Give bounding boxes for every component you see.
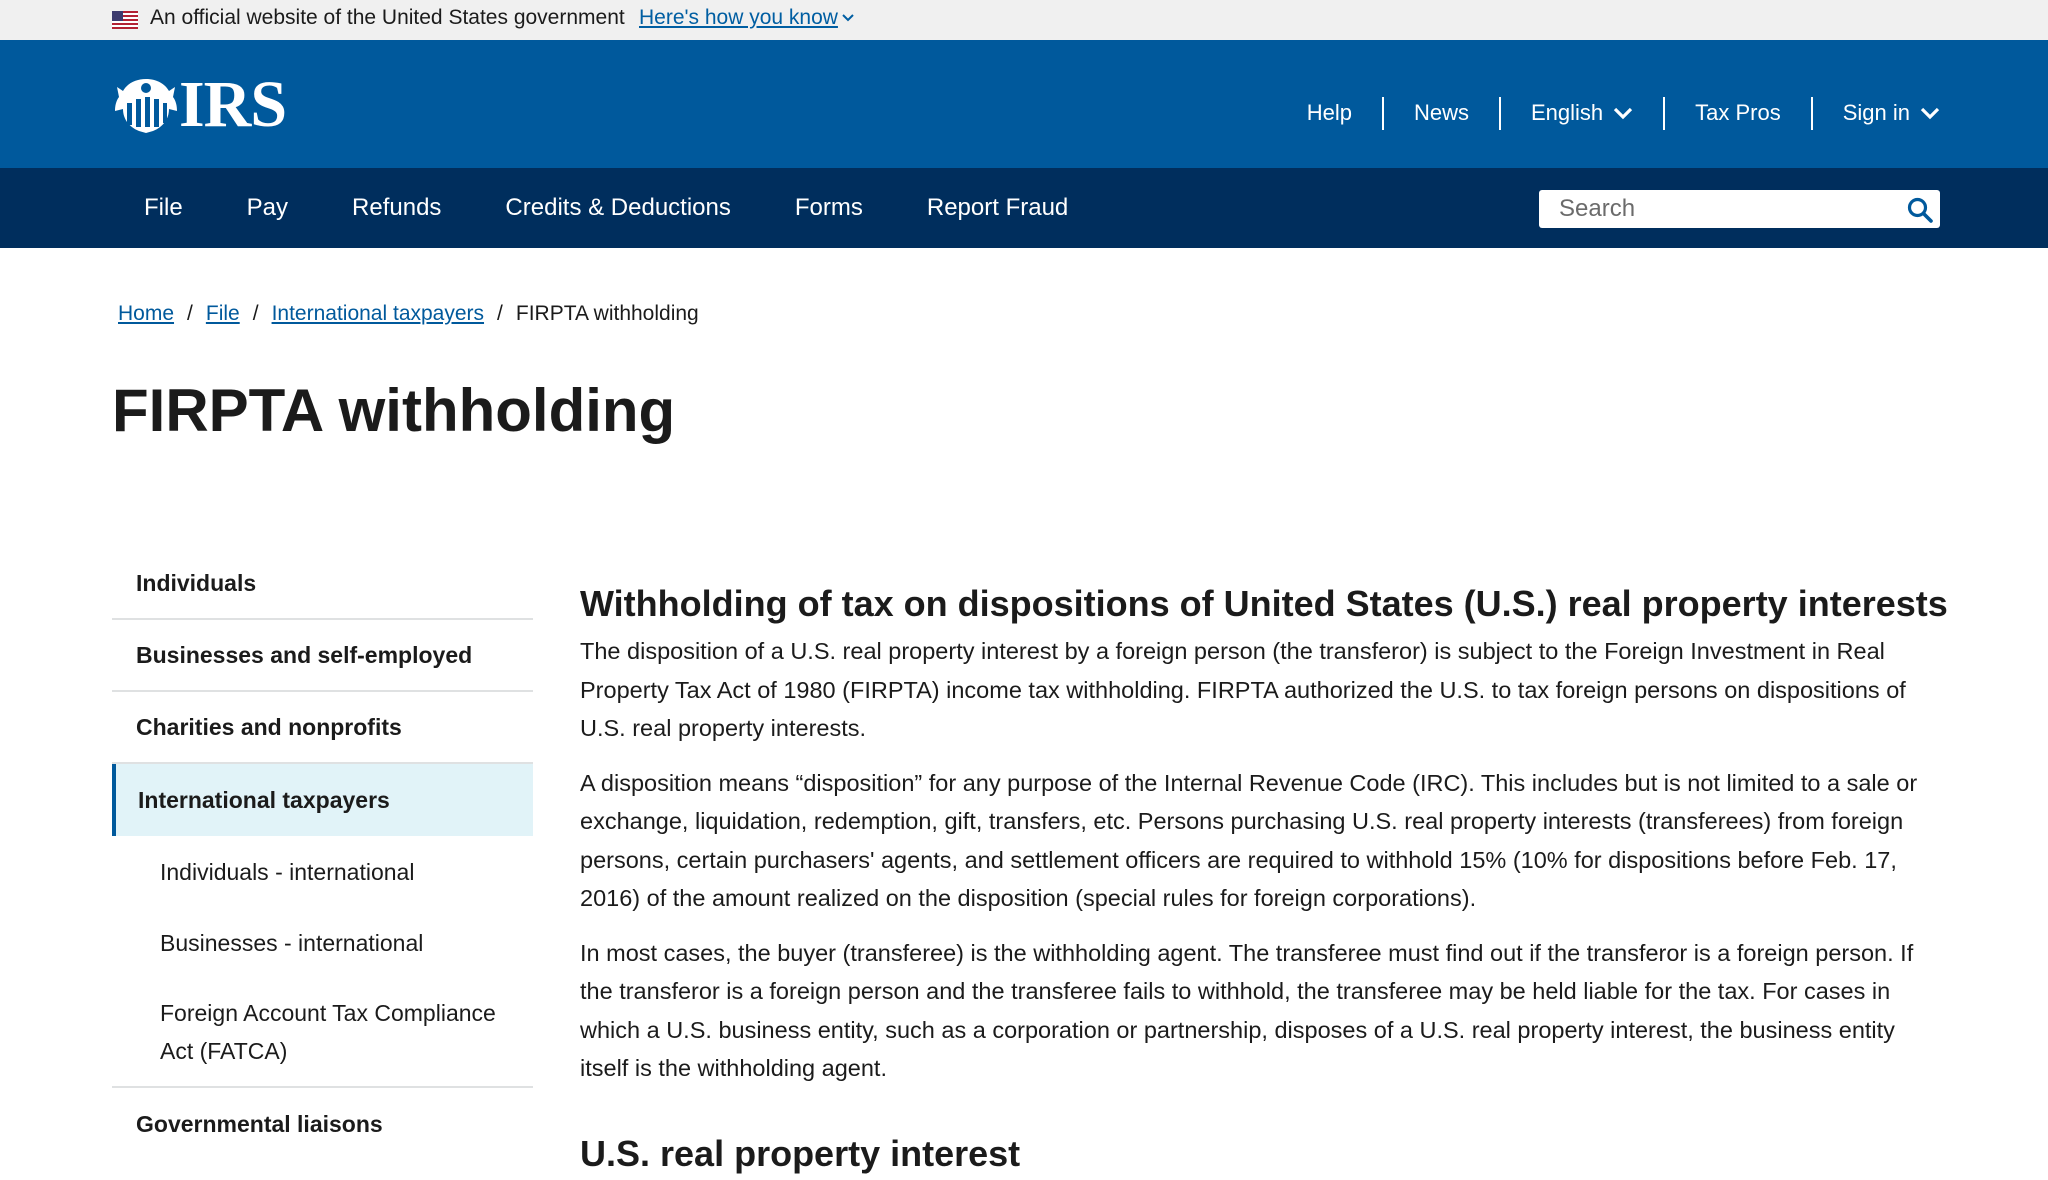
sidebar-subitem-label: Individuals - international	[160, 858, 415, 885]
irs-eagle-logo-icon	[113, 75, 179, 135]
page-title: FIRPTA withholding	[112, 377, 676, 444]
nav-refunds[interactable]: Refunds	[352, 194, 442, 221]
breadcrumb	[118, 302, 699, 326]
nav-pay[interactable]: Pay	[246, 194, 289, 221]
sidebar-item-label: Governmental liaisons	[136, 1110, 383, 1137]
sidebar-item-international-taxpayers[interactable]	[112, 764, 533, 836]
heres-how-you-know-label: Here's how you know	[639, 6, 838, 29]
help-link[interactable]	[1277, 100, 1382, 126]
sidebar-subitem-label: Businesses - international	[160, 929, 424, 956]
irs-logo[interactable]	[113, 68, 287, 141]
nav-report-fraud[interactable]: Report Fraud	[926, 194, 1069, 221]
breadcrumb-separator: /	[187, 302, 193, 325]
utility-nav	[1277, 96, 1940, 130]
search-input[interactable]	[1539, 190, 1899, 228]
primary-nav	[0, 168, 2048, 248]
sidebar-subitem-businesses-international[interactable]	[112, 907, 533, 978]
breadcrumb-separator: /	[497, 302, 503, 325]
gov-banner	[0, 0, 2048, 40]
news-link[interactable]	[1384, 100, 1499, 126]
sidebar-item-individuals[interactable]	[112, 548, 533, 620]
sidebar-subitem-individuals-international[interactable]	[112, 836, 533, 907]
search-icon[interactable]	[1906, 196, 1934, 224]
content-paragraph: In most cases, the buyer (transferee) is the withholding agent. The transferee must find out if the transferor is a foreign person. If the transferor is a foreign person and the transferee fails to withhold, the transferee may be held liable for the tax. For cases in which a U.S. business entity, such as a corporation or partnership, disposes of a U.S. real property interest, the business entity itself is the withholding agent.	[580, 939, 1914, 1081]
us-flag-icon	[112, 11, 138, 29]
sign-in-label: Sign in	[1842, 100, 1910, 125]
help-label: Help	[1306, 100, 1352, 125]
sign-in-dropdown[interactable]	[1813, 100, 1940, 126]
gov-banner-text: An official website of the United States government	[150, 6, 625, 29]
main-content	[580, 578, 1948, 1180]
nav-credits-deductions[interactable]: Credits & Deductions	[505, 194, 731, 221]
breadcrumb-current: FIRPTA withholding	[515, 302, 699, 325]
chevron-down-icon	[1613, 107, 1633, 119]
sidebar-item-businesses[interactable]	[112, 620, 533, 692]
breadcrumb-separator: /	[252, 302, 259, 325]
section-heading: U.S. real property interest	[580, 1132, 1021, 1174]
breadcrumb-international-taxpayers[interactable]: International taxpayers	[271, 302, 485, 325]
chevron-down-icon	[842, 14, 854, 22]
section-heading: Withholding of tax on dispositions of United States (U.S.) real property interests	[580, 583, 1948, 624]
sidebar-subitem-fatca[interactable]	[112, 978, 533, 1088]
breadcrumb-home[interactable]: Home	[118, 302, 175, 325]
sidebar-subitem-label: Foreign Account Tax Compliance Act (FATCA)	[160, 1000, 496, 1064]
sidebar-item-label: Businesses and self-employed	[136, 641, 473, 668]
chevron-down-icon	[1920, 107, 1940, 119]
sidebar-item-label: International taxpayers	[138, 786, 390, 813]
sidebar-item-charities[interactable]	[112, 692, 533, 764]
content-paragraph: The disposition of a U.S. real property interest by a foreign person (the transferor) is subject to the Foreign Investment in Real Property Tax Act of 1980 (FIRPTA) income tax withholding. FIRPTA authorized the U.S. to tax foreign persons on dispositions of U.S. real property interests.	[580, 638, 1906, 741]
search-box	[1539, 190, 1940, 228]
sidebar-item-label: Charities and nonprofits	[136, 713, 402, 740]
content-paragraph: A disposition means “disposition” for any purpose of the Internal Revenue Code (IRC). This includes but is not limited to a sale or exchange, liquidation, redemption, gift, transfers, etc. Persons purchasing U.S. real property interests (transferees) from foreign persons, certain purchasers' agents, and settlement officers are required to withhold 15% (10% for dispositions before Feb. 17, 2016) of the amount realized on the disposition (special rules for foreign corporations).	[580, 769, 1918, 911]
sidebar-nav	[112, 548, 533, 1160]
site-header	[0, 40, 2048, 168]
tax-pros-label: Tax Pros	[1695, 100, 1781, 125]
breadcrumb-file[interactable]: File	[205, 302, 240, 325]
nav-file[interactable]: File	[144, 194, 183, 221]
language-dropdown[interactable]	[1501, 100, 1663, 126]
heres-how-you-know-link[interactable]	[639, 6, 854, 30]
language-label: English	[1530, 100, 1604, 125]
news-label: News	[1413, 100, 1469, 125]
irs-logo-text: IRS	[179, 68, 287, 141]
nav-forms[interactable]: Forms	[794, 194, 863, 221]
sidebar-item-governmental-liaisons[interactable]	[112, 1088, 533, 1160]
tax-pros-link[interactable]	[1665, 100, 1811, 126]
sidebar-item-label: Individuals	[136, 569, 257, 596]
